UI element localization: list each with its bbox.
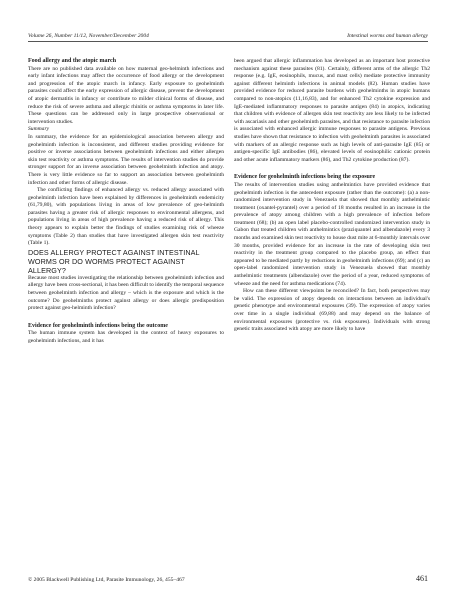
section-heading-outcome: Evidence for geohelminth infections being the outcome [28, 322, 168, 329]
section-heading-food-allergy: Food allergy and the atopic march [28, 58, 117, 64]
article-short-title: Intestinal worms and human allergy [347, 33, 428, 39]
section-heading-allergy-protect: DOES ALLERGY PROTECT AGAINST INTESTINAL WORMS OR DO WORMS PROTECT AGAINST ALLERGY? [28, 247, 200, 275]
left-column [28, 58, 224, 346]
page-footer [28, 574, 428, 583]
summary-paragraph-1: In summary, the evidence for an epidemiological association between allergy and geohelminth infection is inconsistent, and different studies providing evidence for positive or inverse associations between geohelminth infections and either allergen skin test reactivity or asthma symptoms. The results of intervention studies do provide stronger support for an inverse association between geohelminth infection and atopy. There is very little evidence so far to support an association between geohelminth infection and other forms of allergic disease. [28, 133, 224, 186]
summary-heading: Summary [28, 126, 50, 133]
exposure-paragraph-1: The results of intervention studies using anthelmintics have provided evidence that geohelminth infection is the antecedent exposure (rather than the outcome): (a) a non-randomized intervention study in Venezuela that showed that monthly anthelmintic treatment (oxantel-pyrantel) over a period of 18 months resulted in an increase in the prevalence of atopy among children with a high prevalence of infection before treatment (68); (b) an open label placebo-controlled randomized intervention study in Gabon that treated children with anthelmintics (praziquantel and albendazole) every 3 months and examined skin test reactivity to house dust mite at 6-monthly intervals over 30 months, provided evidence for an increase in the rate of developing skin test reactivity in the treatment group compared to the placebo group, an effect that appeared to be mediated partly by reductions in geohelminth infections (69); and (c) an open-label randomized intervention study in Venezuela showed that monthly anthelmintic treatments (albendazole) over the period of a year, reduced symptoms of wheeze and the need for asthma medications (74). [234, 181, 430, 287]
exposure-paragraph-2: How can these different viewpoints be reconciled? In fact, both perspectives may be valid. The expression of atopy depends on interactions between an individual's genetic phenotype and environmental exposures (39). The expression of atopy varies over time in a single individual (69,88) and may depend on the balance of environmental exposures (protective vs. risk exposures). Individuals with strong genetic traits associated with atopy are more likely to have [234, 288, 430, 333]
journal-issue: Volume 26, Number 11/12, November/December 2004 [28, 33, 149, 39]
section-heading-exposure: Evidence for geohelminth infections being the exposure [234, 174, 376, 181]
summary-paragraph-2: The conflicting findings of enhanced allergy vs. reduced allergy associated with geohelminth infection have been explained by differences in geohelminth endemicity (61,79,80), with populations living in areas of low prevalence of geo-helminth parasites having a greater risk of allergic responses to environmental allergens, and populations living in areas of high prevalence having a reduced risk of allergy. This theory appears to explain better the findings of studies examining risk of wheeze symptoms (Table 2) than studies that have investigated allergen skin test reactivity (Table 1). [28, 187, 224, 247]
page-number: 461 [416, 574, 428, 583]
outcome-continued-paragraph: been argued that allergic inflammation has developed as an important host protective mechanism against these parasites (81). Certainly, different arms of the allergic Th2 response (e.g. IgE, eosinophils, mucus, and mast cells) mediate protective immunity against different helminth infections in animal models (82). Human studies have provided evidence for reduced parasite burdens with geohelminths in atopic humans compared to non-atopics (11,16,83), and for enhanced Th2 cytokine expression and IgE-mediated inflammatory responses to parasite antigen (84) in atopics, indicating that children with evidence of allergen skin test reactivity are less likely to be infected with ascariasis and other geohelminth parasites, and that resistance to parasite infection is associated with enhanced allergic immune responses to parasite antigens. Previous studies have shown that resistance to infection with geohelminth parasites is associated with markers of an allergic response such as high levels of anti-parasite IgE (85) or antigen-specific IgE antibodies (86), elevated levels of eosinophilic cationic protein and other acute inflammatory markers (86), and Th2 cytokine production (87). [234, 58, 430, 163]
allergy-protect-paragraph: Because most studies investigating the relationship between geohelminth infection and allergy have been cross-sectional, it has been difficult to identify the temporal sequence between geohelminth infection and allergy – which is the exposure and which is the outcome? Do geohelminths protect against allergy or does allergic predisposition protect against geo-helminth infection? [28, 274, 224, 312]
food-allergy-paragraph: There are no published data available on how maternal geo-helminth infections and early infant infections may affect the occurrence of food allergy or the development and progression of the atopic march in infancy. Early exposure to geohelminth parasites could affect the early expression of allergic disease, prevent the development of atopic dermatitis in infancy or contribute to milder clinical forms of disease, and reduce the risk of severe asthma and allergic rhinitis or asthma symptoms in later life. These questions can be addressed only in large prospective observational or intervention studies. [28, 65, 224, 125]
running-header [28, 33, 428, 42]
right-column [234, 58, 430, 334]
copyright-line: © 2005 Blackwell Publishing Ltd, Parasite Immunology, 26, 455–467 [28, 577, 185, 583]
outcome-paragraph: The human immune system has developed in the context of heavy exposures to geohelminth infections, and it has [28, 330, 224, 344]
